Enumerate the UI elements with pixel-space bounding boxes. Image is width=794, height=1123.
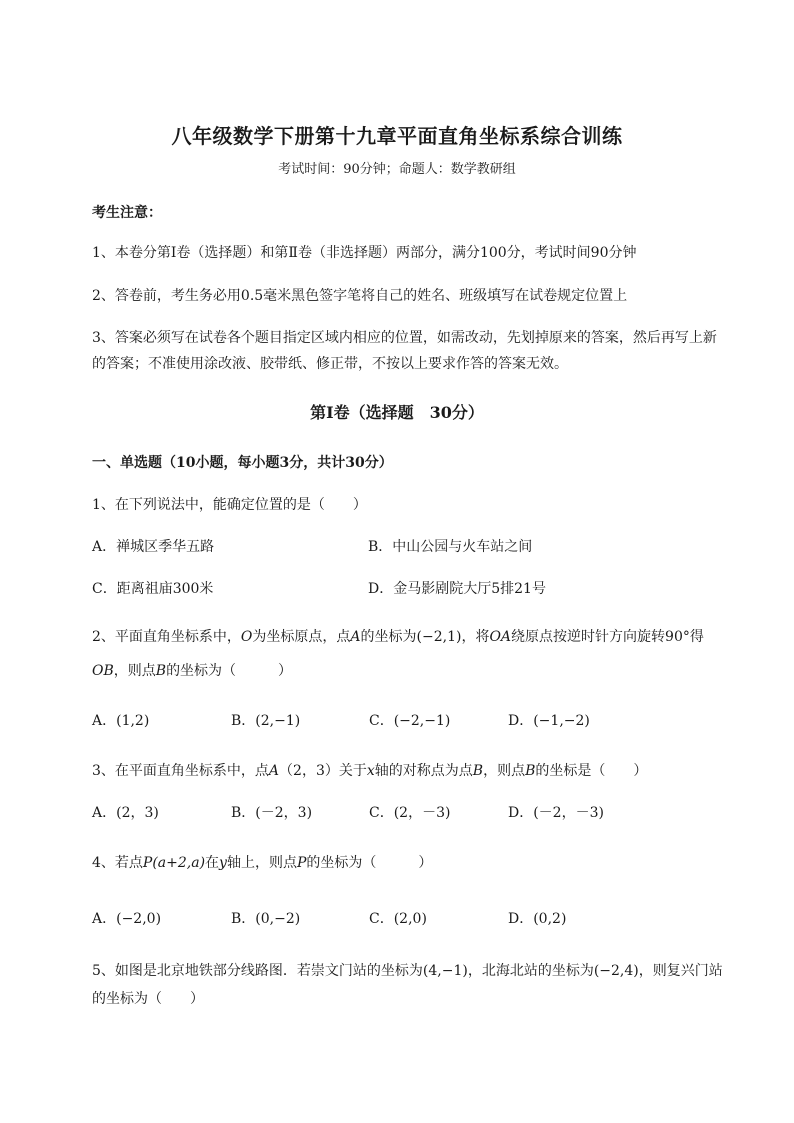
part-heading: 一、单选题（10小题，每小题3分，共计30分） xyxy=(92,455,393,471)
exam-subtitle: 考试时间：90分钟；命题人：数学教研组 xyxy=(278,162,516,177)
q3-option-a: A．(2，3) xyxy=(92,805,159,821)
q1-option-c: C．距离祖庙300米 xyxy=(92,581,214,597)
question-5-stem-line1: 5、如图是北京地铁部分线路图．若崇文门站的坐标为(4,−1)，北海北站的坐标为(−2,4)，则复兴门站 xyxy=(92,963,723,979)
notice-item-1: 1、本卷分第I卷（选择题）和第Ⅱ卷（非选择题）两部分，满分100分，考试时间90分钟 xyxy=(92,245,637,261)
notice-item-3: 3、答案必须写在试卷各个题目指定区域内相应的位置，如需改动，先划掉原来的答案，然后再写上新 xyxy=(92,330,717,346)
notice-heading: 考生注意： xyxy=(92,205,162,221)
question-2-stem-line2: OB，则点B的坐标为（ ） xyxy=(92,663,293,679)
q2-option-d: D．(−1,−2) xyxy=(508,713,590,729)
question-2-stem-line1: 2、平面直角坐标系中，O为坐标原点，点A的坐标为(−2,1)，将OA绕原点按逆时针方向旋转90°得 xyxy=(92,629,704,645)
q4-option-d: D．(0,2) xyxy=(508,911,567,927)
q1-option-b: B．中山公园与火车站之间 xyxy=(368,539,533,555)
question-4-stem: 4、若点P(a+2,a)在y轴上，则点P的坐标为（ ） xyxy=(92,855,433,871)
page-title: 八年级数学下册第十九章平面直角坐标系综合训练 xyxy=(171,124,623,148)
q4-option-a: A．(−2,0) xyxy=(92,911,162,927)
q3-option-c: C．(2，－3) xyxy=(369,805,451,821)
question-1-stem: 1、在下列说法中，能确定位置的是（ ） xyxy=(92,497,367,513)
q2-option-b: B．(2,−1) xyxy=(231,713,301,729)
q1-option-d: D．金马影剧院大厅5排21号 xyxy=(368,581,546,597)
q2-option-a: A．(1,2) xyxy=(92,713,150,729)
notice-item-2: 2、答卷前，考生务必用0.5毫米黑色签字笔将自己的姓名、班级填写在试卷规定位置上 xyxy=(92,288,628,304)
q1-option-a: A．禅城区季华五路 xyxy=(92,539,215,555)
notice-item-3-cont: 的答案；不准使用涂改液、胶带纸、修正带，不按以上要求作答的答案无效。 xyxy=(92,356,568,372)
q4-option-b: B．(0,−2) xyxy=(231,911,301,927)
q4-option-c: C．(2,0) xyxy=(369,911,427,927)
q2-option-c: C．(−2,−1) xyxy=(369,713,451,729)
question-5-stem-line2: 的坐标为（ ） xyxy=(92,991,204,1007)
q3-option-b: B．(－2，3) xyxy=(231,805,313,821)
question-3-stem: 3、在平面直角坐标系中，点A（2，3）关于x轴的对称点为点B，则点B的坐标是（ ） xyxy=(92,763,648,779)
section-title: 第I卷（选择题 30分） xyxy=(310,403,484,422)
q3-option-d: D．(－2，－3) xyxy=(508,805,604,821)
